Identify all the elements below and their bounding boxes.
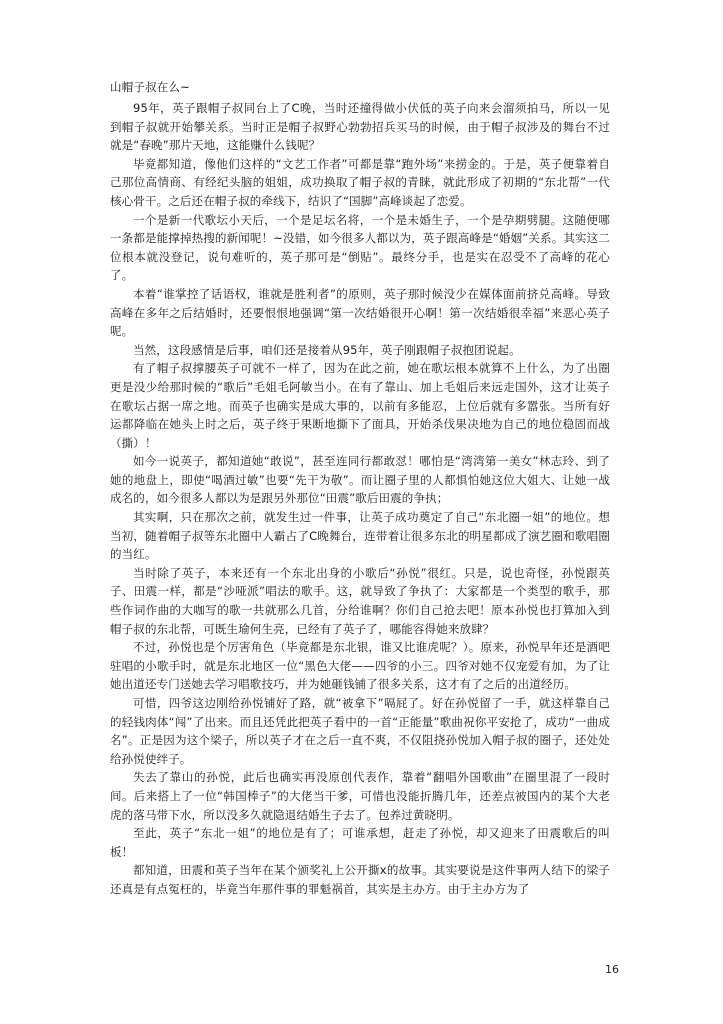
- paragraph: 其实啊，只在那次之前，就发生过一件事，让英子成功奠定了自己“东北圈一姐”的地位。想当初，随着帽子叔等东北圈中人霸占了C晚舞台，连带着让很多东北的明星都成了演艺圈和歌唱圈的当红。: [110, 510, 610, 562]
- paragraph: 不过，孙悦也是个厉害角色（毕竟都是东北银，谁又比谁虎呢？）。原来，孙悦早年还是酒吧驻唱的小歌手时，就是东北地区一位“黑色大佬——四爷的小三。四爷对她不仅宠爱有加，为了让她出道还专门送她去学习唱歌技巧，并为她砸钱铺了很多关系，这才有了之后的出道经历。: [110, 640, 610, 692]
- paragraph: 本着“谁掌控了话语权，谁就是胜利者”的原则，英子那时候没少在媒体面前挤兑高峰。导致高峰在多年之后结婚时，还要恨恨地强调“第一次结婚很开心啊！第一次结婚很幸福”来恶心英子呢。: [110, 286, 610, 339]
- paragraph: 当时除了英子，本来还有一个东北出身的小歌后“孙悦”很红。只是，说也奇怪，孙悦跟英子、田震一样，都是“沙哑派”唱法的歌手。这，就导致了争执了：大家都是一个类型的歌手，那些作词作曲的大咖写的歌一共就那么几首，分给谁啊？你们自己抢去吧！原本孙悦也打算加入到帽子叔的东北帮，可既生瑜何生亮，已经有了英子了，哪能容得她来放肆？: [110, 565, 610, 636]
- page-title: 山帽子叔在么~: [110, 80, 191, 94]
- document-body: [110, 78, 610, 899]
- paragraph: 至此，英子“东北一姐”的地位是有了；可谁承想，赶走了孙悦，却又迎来了田震歌后的叫板！: [110, 826, 610, 859]
- paragraph: 毕竟都知道，像他们这样的“文艺工作者”可都是靠“跑外场”来捞金的。于是，英子便靠着自己那位高情商、有经纪头脑的姐姐，成功换取了帽子叔的青睐，就此形成了初期的“东北帮”一代核心骨干。之后还在帽子叔的牵线下，结识了“国脚”高峰谈起了恋爱。: [110, 156, 610, 208]
- paragraph: 95年，英子跟帽子叔同台上了C晚，当时还撞得做小伏低的英子向来会溜须拍马，所以一见到帽子叔就开始攀关系。当时正是帽子叔野心勃勃招兵买马的时候，由于帽子叔涉及的舞台不过就是“春晚”那片天地，这能赚什么钱呢？: [110, 101, 610, 153]
- page-number: 16: [605, 963, 619, 976]
- paragraph: 有了帽子叔撑腰英子可就不一样了，因为在此之前，她在歌坛根本就算不上什么，为了出圈更是没少给那时候的“歌后”毛姐毛阿敏当小。在有了靠山、加上毛姐后来远走国外，这才让英子在歌坛占据一席之地。而英子也确实是成大事的，以前有多能忍，上位后就有多嚣张。当所有好运都降临在她头上时之后，英子终于果断地撕下了面具，开始杀伐果决地为自己的地位稳固而战（撕）！: [110, 361, 610, 450]
- paragraph: 如今一说英子，都知道她“敢说”，甚至连同行都敢怼！哪怕是“湾湾第一美女”林志玲、到了她的地盘上，即使“喝酒过敏”也要“先干为敬”。而让圈子里的人都惧怕她这位大姐大、让她一战成名的，如今很多人都以为是跟另外那位“田震”歌后田震的争执；: [110, 454, 610, 506]
- paragraph: 都知道，田震和英子当年在某个颁奖礼上公开撕x的故事。其实要说是这件事两人结下的梁子还真是有点冤枉的，毕竟当年那件事的罪魁祸首，其实是主办方。由于主办方为了: [110, 863, 610, 896]
- paragraph: 失去了靠山的孙悦，此后也确实再没原创代表作，靠着“翻唱外国歌曲”在圈里混了一段时间。后来搭上了一位“韩国棒子”的大佬当干爹，可惜也没能折腾几年，还差点被国内的某个大老虎的落马带下水，所以没多久就隐退结婚生子去了。包养过黄晓明。: [110, 770, 610, 822]
- paragraph: 可惜，四爷这边刚给孙悦铺好了路，就“被拿下”嗝屁了。好在孙悦留了一手，就这样靠自己的轻钱肉体“闯”了出来。而且还凭此把英子看中的一首“正能量”歌曲祝你平安抢了，成功“一曲成名”。正是因为这个梁子，所以英子才在之后一直不爽，不仅阻挠孙悦加入帽子叔的圈子，还处处给孙悦使绊子。: [110, 696, 610, 766]
- paragraph: 当然，这段感情是后事，咱们还是接着从95年，英子刚跟帽子叔抱团说起。: [133, 342, 521, 357]
- paragraph: 一个是新一代歌坛小天后，一个是足坛名将，一个是未婚生子，一个是孕期劈腿。这随便哪一条都是能撑掉热搜的新闻呢！~没错，如今很多人都以为，英子跟高峰是“婚姻”关系。其实这二位根本就没登记，说句难听的，英子那可是“倒贴”。最终分手，也是实在忍受不了高峰的花心了。: [110, 212, 610, 283]
